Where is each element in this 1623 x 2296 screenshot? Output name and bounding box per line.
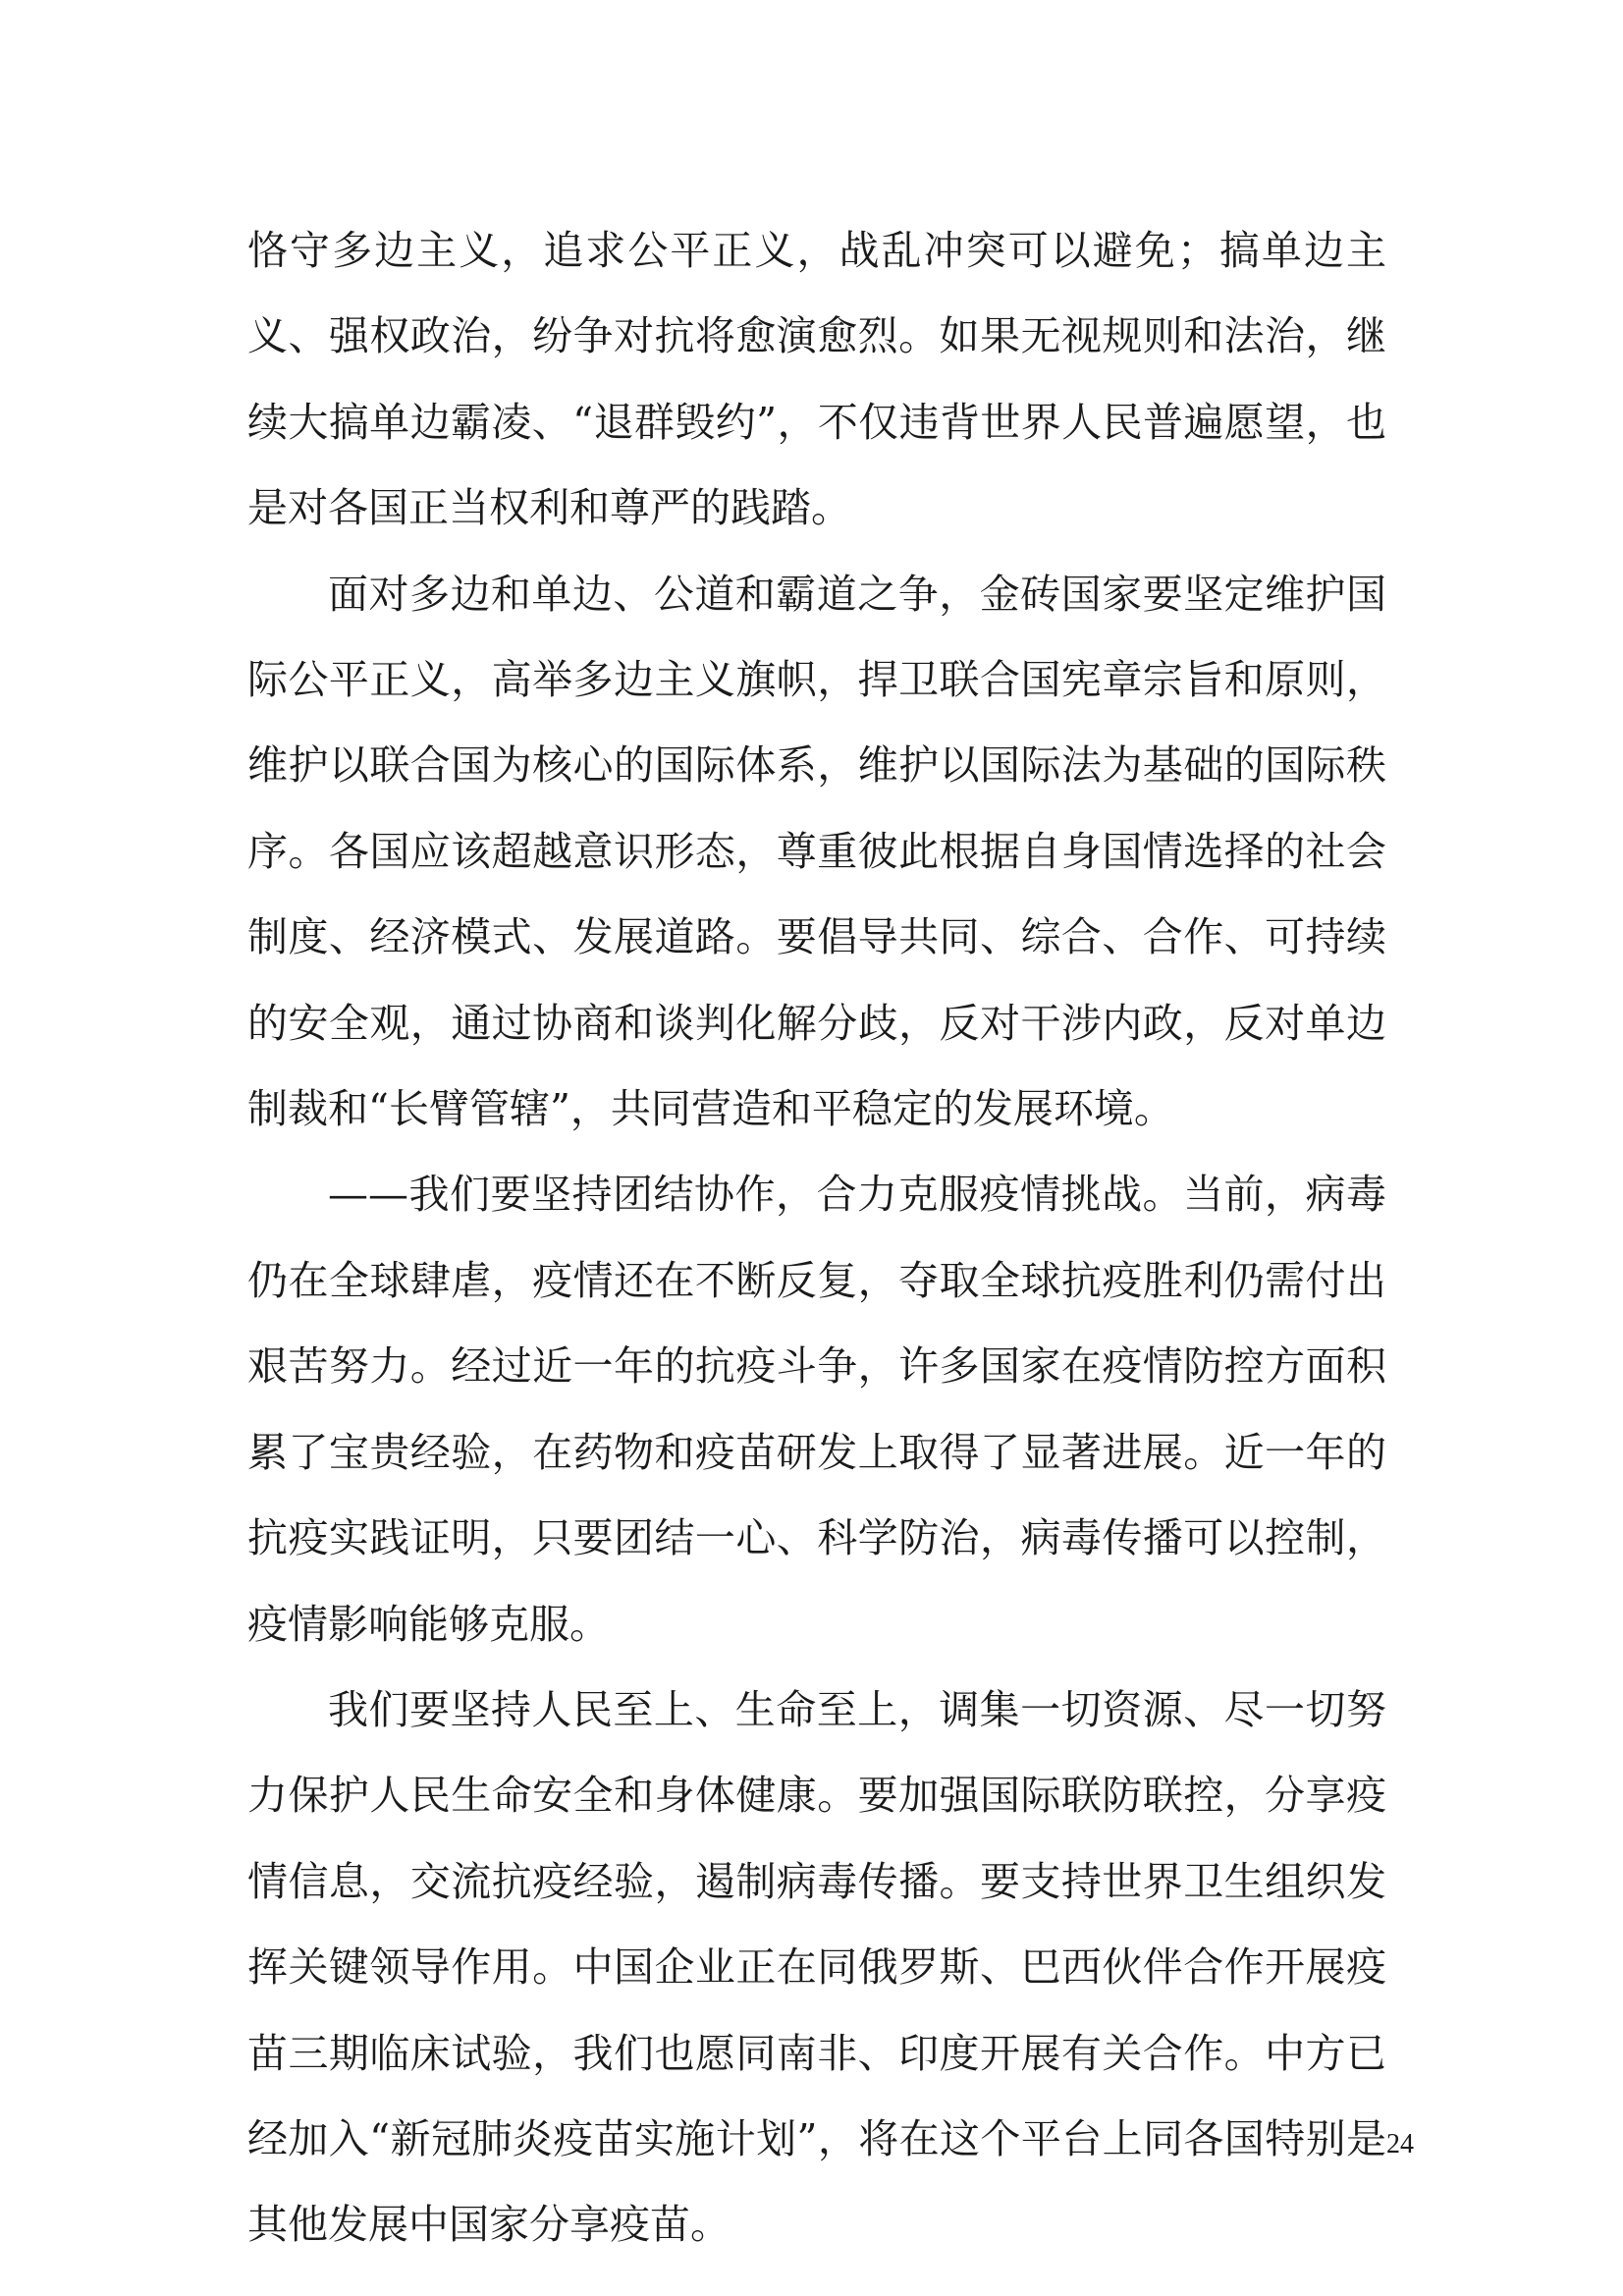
body-text: [247, 208, 1386, 2269]
page-number: 24: [1386, 2129, 1414, 2159]
paragraph-2: 面对多边和单边、公道和霸道之争，金砖国家要坚定维护国际公平正义，高举多边主义旗帜，捍卫联合国宪章宗旨和原则，维护以联合国为核心的国际体系，维护以国际法为基础的国际秩序。各国应该超越意识形态，尊重彼此根据自身国情选择的社会制度、经济模式、发展道路。要倡导共同、综合、合作、可持续的安全观，通过协商和谈判化解分歧，反对干涉内政，反对单边制裁和“长臂管辖”，共同营造和平稳定的发展环境。: [247, 570, 1386, 1133]
paragraph-4: 我们要坚持人民至上、生命至上，调集一切资源、尽一切努力保护人民生命安全和身体健康。要加强国际联防联控，分享疫情信息，交流抗疫经验，遏制病毒传播。要支持世界卫生组织发挥关键领导作用。中国企业正在同俄罗斯、巴西伙伴合作开展疫苗三期临床试验，我们也愿同南非、印度开展有关合作。中方已经加入“新冠肺炎疫苗实施计划”，将在这个平台上同各国特别是其他发展中国家分享疫苗。: [247, 1685, 1386, 2249]
paragraph-3: ——我们要坚持团结协作，合力克服疫情挑战。当前，病毒仍在全球肆虐，疫情还在不断反复，夺取全球抗疫胜利仍需付出艰苦努力。经过近一年的抗疫斗争，许多国家在疫情防控方面积累了宝贵经验，在药物和疫苗研发上取得了显著进展。近一年的抗疫实践证明，只要团结一心、科学防治，病毒传播可以控制，疫情影响能够克服。: [247, 1171, 1386, 1648]
paragraph-1: 恪守多边主义，追求公平正义，战乱冲突可以避免；搞单边主义、强权政治，纷争对抗将愈演愈烈。如果无视规则和法治，继续大搞单边霸凌、“退群毁约”，不仅违背世界人民普遍愿望，也是对各国正当权利和尊严的践踏。: [247, 227, 1386, 532]
